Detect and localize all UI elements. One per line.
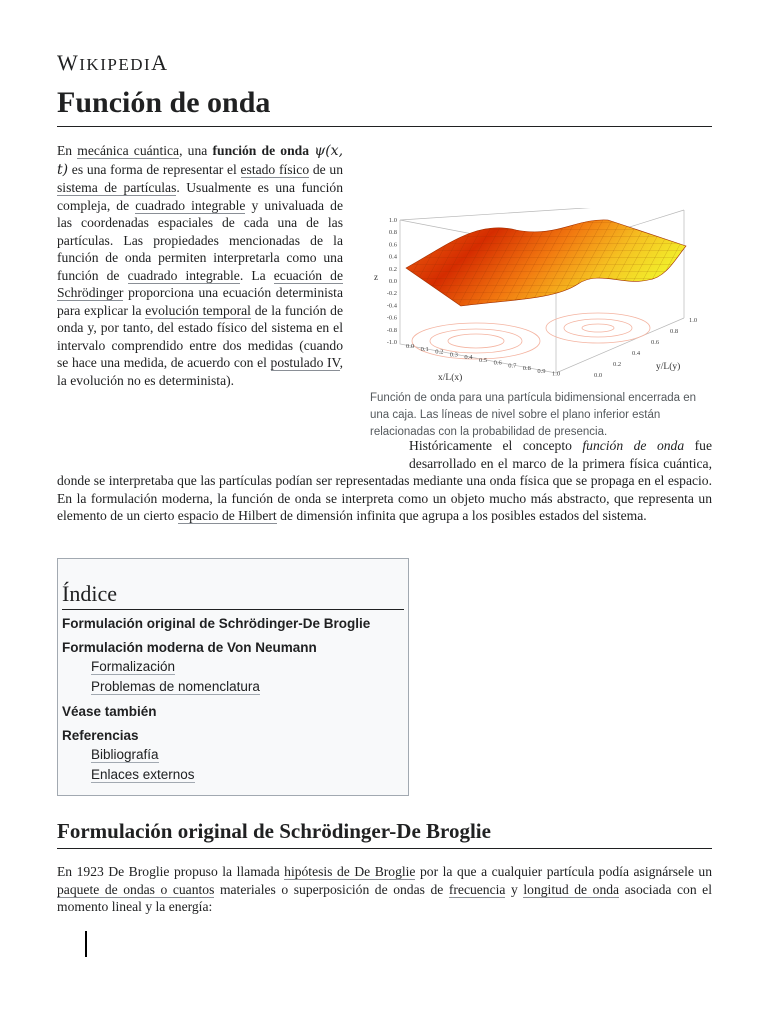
link-espacio-de-hilbert[interactable]: espacio de Hilbert [177, 508, 277, 523]
z-tick-label: 0.2 [388, 265, 397, 273]
toc-item-referencias[interactable]: Referencias [62, 728, 139, 743]
z-tick-label: -0.8 [386, 326, 397, 334]
link-cuadrado-integrable-2[interactable]: cuadrado integrable [127, 267, 240, 283]
z-tick-label: 0.0 [388, 278, 397, 285]
x-tick-label: 0.4 [464, 354, 473, 361]
toc-list [62, 615, 404, 785]
table-of-contents [57, 558, 409, 796]
history-paragraph: Históricamente el concepto función de onda fue desarrollado en el marco de la primera física cuántica, donde se interpretaba que las partículas podían ser representadas mediante una onda física que se propaga en el espacio. En la formulación moderna, la función de onda se interpreta como un objeto mucho más abstracto, que representa un elemento de un cierto espacio de Hilbert de dimensión infinita que agrupa a los posibles estados del sistema. [57, 438, 712, 523]
toc-item-vease-tambien[interactable]: Véase también [62, 704, 157, 719]
wavefunction-formula: ψ(x, t) [57, 143, 344, 178]
x-tick-label: 0.0 [406, 343, 415, 350]
x-tick-label: 0.3 [449, 351, 458, 359]
page-title: Función de onda [57, 86, 271, 119]
y-tick-label: 0.6 [651, 339, 660, 346]
figure-caption: Función de onda para una partícula bidimensional encerrada en una caja. Las líneas de nivel sobre el plano inferior están relacionadas con la probabilidad de presencia. [370, 392, 697, 438]
toc-item-formulacion-moderna[interactable]: Formulación moderna de Von Neumann [62, 640, 317, 655]
intro-paragraph: En mecánica cuántica, una función de onda ψ(x, t) es una forma de representar el estado físico de un sistema de partículas. Usualmente es una función compleja, de cuadrado integrable y univaluada de las coordenadas espaciales de cada una de las partículas. Las propiedades mencionadas de la función de onda permiten interpretarla como una función de cuadrado integrable. La ecuación de Schrödinger proporciona una ecuación determinista para explicar la evolución temporal de la función de onda y, por tanto, del estado físico del sistema en el intervalo comprendido entre dos medidas (cuando se hace una medida, de acuerdo con el postulado IV, la evolución no es determinista). [57, 143, 344, 388]
figure-wavefunction [366, 208, 712, 441]
toc-item-problemas-nomenclatura[interactable]: Problemas de nomenclatura [91, 679, 260, 694]
z-axis-label: z [374, 272, 378, 282]
wikipedia-wordmark: WIKIPEDIA [57, 50, 169, 75]
y-tick-label: 0.4 [632, 350, 641, 357]
wave-surface [366, 208, 712, 386]
y-tick-label: 0.2 [613, 361, 622, 368]
link-paquete-de-ondas[interactable]: paquete de ondas o cuantos [57, 881, 215, 897]
toc-title: Índice [62, 581, 117, 606]
link-estado-fisico[interactable]: estado físico [240, 161, 310, 177]
toc-wrap-spacer [57, 437, 409, 471]
toc-item-enlaces-externos[interactable]: Enlaces externos [91, 767, 195, 782]
contour-lines [412, 313, 650, 359]
wavefunction-3d-plot[interactable] [366, 208, 712, 386]
y-axis-label: y/L(y) [656, 362, 681, 372]
x-tick-label: 0.5 [479, 356, 488, 364]
x-tick-label: 1.0 [552, 370, 561, 378]
link-cuadrado-integrable[interactable]: cuadrado integrable [135, 197, 246, 213]
x-tick-label: 0.2 [435, 348, 444, 356]
z-tick-label: 0.8 [388, 229, 397, 237]
link-ecuacion-de-schrodinger[interactable]: ecuación de Schrödinger [57, 267, 343, 300]
y-tick-label: 0.8 [670, 328, 679, 335]
x-tick-label: 0.6 [493, 359, 502, 367]
link-postulado-iv[interactable]: postulado IV [270, 355, 340, 370]
y-tick-label: 0.0 [594, 372, 603, 379]
x-tick-label: 0.7 [508, 362, 517, 370]
x-axis-label: x/L(x) [438, 373, 463, 383]
z-tick-label: -0.6 [386, 314, 397, 322]
term-funcion-de-onda: función de onda [212, 143, 310, 158]
link-frecuencia[interactable]: frecuencia [448, 881, 506, 897]
section1-paragraph: En 1923 De Broglie propuso la llamada hipótesis de De Broglie por la que a cualquier partícula podía asignársele un paquete de ondas o cuantos materiales o superposición de ondas de frecuencia y longitud de onda asociada con el momento lineal y la energía: [57, 864, 712, 914]
x-tick-label: 0.1 [420, 345, 429, 353]
title-divider [57, 126, 712, 127]
toc-item-formalizacion[interactable]: Formalización [91, 659, 176, 674]
text-cursor [85, 931, 87, 957]
link-mecanica-cuantica[interactable]: mecánica cuántica [77, 143, 180, 158]
section-heading-formulacion-original: Formulación original de Schrödinger-De Broglie [57, 819, 491, 843]
link-hipotesis-de-broglie[interactable]: hipótesis de De Broglie [284, 864, 416, 879]
toc-item-bibliografia[interactable]: Bibliografía [91, 747, 159, 762]
z-axis-ticks [387, 217, 398, 346]
link-longitud-de-onda[interactable]: longitud de onda [523, 881, 620, 897]
x-tick-label: 0.8 [522, 365, 531, 372]
toc-divider [62, 609, 404, 610]
z-tick-label: -0.4 [386, 302, 397, 310]
y-tick-label: 1.0 [689, 317, 698, 324]
toc-item-formulacion-original[interactable]: Formulación original de Schrödinger-De Broglie [62, 616, 371, 631]
z-tick-label: 1.0 [388, 217, 397, 224]
x-tick-label: 0.9 [537, 367, 546, 375]
link-sistema-de-particulas[interactable]: sistema de partículas [57, 180, 177, 195]
z-tick-label: 0.4 [388, 253, 397, 261]
z-tick-label: -1.0 [386, 339, 397, 346]
section-divider [57, 848, 712, 849]
z-tick-label: 0.6 [388, 241, 397, 249]
y-axis-ticks [594, 317, 697, 379]
link-evolucion-temporal[interactable]: evolución temporal [145, 302, 251, 318]
z-tick-label: -0.2 [386, 290, 397, 298]
